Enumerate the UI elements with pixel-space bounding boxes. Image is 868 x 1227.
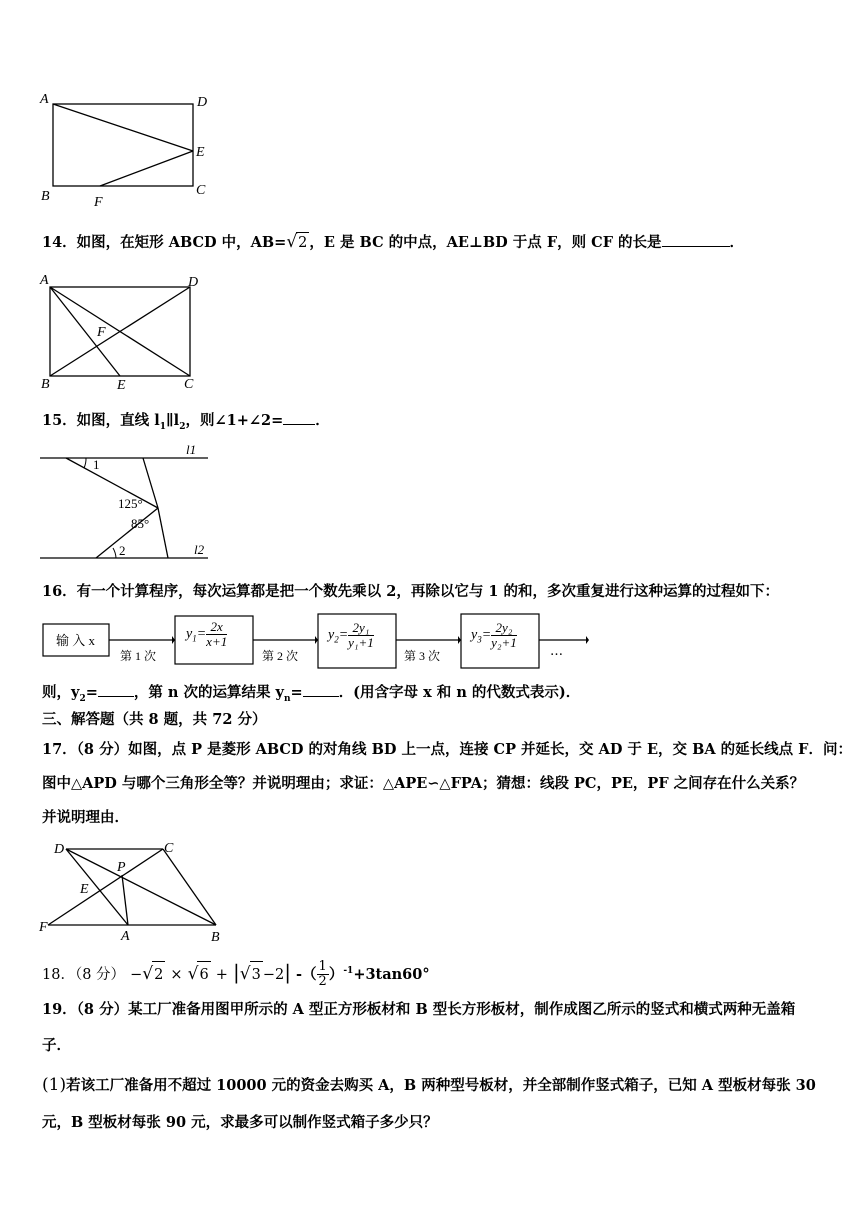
abs-bar-right: | bbox=[284, 959, 291, 984]
q19-part1-line2: 元，B 型板材每张 90 元，求最多可以制作竖式箱子多少只？ bbox=[42, 1114, 438, 1131]
box3-den: y₂+1 bbox=[491, 635, 517, 650]
question-19-part-1-line-1 bbox=[42, 1075, 816, 1096]
q16b-part4: = bbox=[290, 684, 303, 701]
question-17-line-2 bbox=[42, 774, 804, 794]
flow-step-2: 第 2 次 bbox=[262, 649, 299, 663]
q17-line1: 17．（8 分）如图，点 P 是菱形 ABCD 的对角线 BD 上一点，连接 CP 并延长，交 AD 于 E，交 BA 的延长线点 F．问： bbox=[42, 741, 852, 758]
q16b-sub2: 2 bbox=[79, 693, 86, 704]
label-D: D bbox=[197, 95, 208, 110]
question-15 bbox=[42, 410, 330, 437]
flow-box-1: $y_1=$ $\frac{2x}{x+1}$ bbox=[186, 619, 228, 649]
question-17-line-3 bbox=[42, 808, 129, 828]
box2-den: y₁+1 bbox=[348, 635, 374, 650]
label-B: B bbox=[41, 377, 50, 392]
q18-paren-close: ） bbox=[328, 965, 344, 983]
label-C: C bbox=[164, 841, 174, 856]
label-C: C bbox=[196, 183, 206, 198]
figure-15-parallel-lines bbox=[36, 440, 216, 565]
q15-sub1: 1 bbox=[159, 421, 166, 432]
sqrt-symbol: √ bbox=[187, 963, 199, 984]
q15-mid: ∥l bbox=[166, 412, 180, 429]
q19-line2: 子． bbox=[42, 1037, 71, 1054]
question-16-answer-line bbox=[42, 682, 580, 709]
q18-radicand-2: 6 bbox=[197, 961, 210, 988]
answer-blank-yn[interactable] bbox=[303, 682, 339, 697]
box2-lhs: y bbox=[328, 627, 335, 643]
q17-line3: 并说明理由． bbox=[42, 809, 129, 826]
q19-part1-line1: 若该工厂准备用不超过 10000 元的资金去购买 A，B 两种型号板材，并全部制作竖式箱子，已知 A 型板材每张 30 bbox=[66, 1077, 816, 1094]
question-14 bbox=[42, 232, 744, 253]
q18-rest: +3tan60° bbox=[353, 965, 430, 983]
q18-paren-open: -（ bbox=[296, 965, 317, 983]
flow-diagram bbox=[42, 610, 594, 672]
q18-minus-2: −2 bbox=[262, 966, 285, 983]
label-F: F bbox=[97, 325, 106, 340]
q15-end: ． bbox=[315, 412, 330, 429]
label-B: B bbox=[41, 189, 50, 204]
question-19-part-1-line-2 bbox=[42, 1113, 438, 1133]
q18-plus: + bbox=[215, 966, 228, 983]
q15-text-before: 15．如图，直线 l bbox=[42, 412, 160, 429]
figure-17-rhombus bbox=[36, 835, 226, 945]
flow-step-3: 第 3 次 bbox=[404, 649, 441, 663]
q14-text-after: ，E 是 BC 的中点，AE⊥BD 于点 F，则 CF 的长是 bbox=[309, 234, 662, 251]
flow-ellipsis: … bbox=[550, 644, 563, 659]
question-19-line-2 bbox=[42, 1036, 71, 1056]
angle-1-label: 1 bbox=[93, 457, 100, 472]
q14-end: ． bbox=[729, 234, 745, 251]
label-A: A bbox=[121, 929, 130, 944]
label-l2: l2 bbox=[194, 542, 205, 557]
label-E: E bbox=[196, 145, 205, 160]
flow-box-2: $y_2=$ $\frac{\text{2y₁}}{\text{y₁+1}}$ bbox=[328, 620, 374, 650]
q16-text: 16．有一个计算程序，每次运算都是把一个数先乘以 2，再除以它与 1 的和，多次重复进行这种运算的过程如下： bbox=[42, 583, 779, 600]
label-D: D bbox=[188, 275, 199, 290]
label-B: B bbox=[211, 930, 220, 945]
q19-line1: 19．（8 分）某工厂准备用图甲所示的 A 型正方形板材和 B 型长方形板材，制作成图乙所示的竖式和横式两种无盖箱 bbox=[42, 1001, 796, 1018]
box1-sub: 1 bbox=[192, 633, 197, 644]
q18-radicand-3: 3 bbox=[250, 961, 263, 988]
q16b-part5: ．(用含字母 x 和 n 的代数式表示)． bbox=[338, 684, 581, 701]
q16b-part1: 则，y bbox=[42, 684, 80, 701]
section-3-heading bbox=[42, 710, 266, 730]
question-16 bbox=[42, 582, 779, 602]
box2-num: 2y₁ bbox=[348, 621, 374, 636]
q16b-part2: = bbox=[85, 684, 98, 701]
label-E: E bbox=[80, 882, 89, 897]
q18-frac-num: 1 bbox=[318, 959, 327, 975]
sqrt-symbol: √ bbox=[286, 232, 298, 252]
answer-blank[interactable] bbox=[662, 232, 730, 247]
flow-box-3: $y_3=$ $\frac{\text{2y₂}}{\text{y₂+1}}$ bbox=[471, 620, 517, 650]
label-F: F bbox=[39, 920, 48, 935]
sqrt-symbol: √ bbox=[239, 963, 251, 984]
abs-bar-left: | bbox=[232, 959, 240, 984]
answer-blank-y2[interactable] bbox=[98, 682, 134, 697]
flow-input-box: 输 入 x bbox=[56, 633, 96, 648]
q18-times: × bbox=[170, 966, 183, 983]
box3-sub: 3 bbox=[477, 634, 482, 645]
angle-2-label: 2 bbox=[119, 543, 126, 558]
sqrt-symbol: √ bbox=[142, 963, 154, 984]
angle-85-label: 85° bbox=[131, 516, 150, 531]
q15-sub2: 2 bbox=[179, 421, 186, 432]
label-A: A bbox=[40, 273, 49, 288]
q14-radicand: 2 bbox=[296, 232, 309, 253]
q18-exponent: -1 bbox=[343, 966, 354, 976]
label-D: D bbox=[54, 842, 65, 857]
q16b-part3: ，第 n 次的运算结果 y bbox=[133, 684, 284, 701]
label-P: P bbox=[117, 860, 126, 875]
q19-part1-mark: (1) bbox=[42, 1075, 67, 1095]
figure-13-rectangle bbox=[36, 88, 216, 213]
q18-radicand-1: 2 bbox=[152, 961, 165, 988]
q18-frac-den: 2 bbox=[318, 974, 327, 990]
flow-step-1: 第 1 次 bbox=[120, 649, 157, 663]
box1-num: 2x bbox=[206, 620, 227, 635]
answer-blank[interactable] bbox=[283, 410, 315, 425]
q15-text-after: ，则∠1+∠2= bbox=[185, 412, 284, 429]
box1-den: x+1 bbox=[206, 634, 228, 649]
q18-label: 18．（8 分） bbox=[42, 966, 126, 983]
angle-125-label: 125° bbox=[118, 496, 143, 511]
q16b-subn: n bbox=[283, 693, 291, 704]
label-l1: l1 bbox=[186, 442, 197, 457]
box1-lhs: y bbox=[186, 626, 193, 642]
q17-line2: 图中△APD 与哪个三角形全等？并说明理由；求证：△APE∽△FPA；猜想：线段 PC，PE，PF 之间存在什么关系？ bbox=[42, 775, 805, 792]
section3-text: 三、解答题（共 8 题，共 72 分） bbox=[42, 711, 267, 728]
q18-minus: − bbox=[130, 966, 143, 983]
label-E: E bbox=[117, 378, 126, 393]
q14-text-before: 14．如图，在矩形 ABCD 中，AB= bbox=[42, 234, 287, 251]
label-F: F bbox=[94, 195, 103, 210]
box2-sub: 2 bbox=[334, 634, 339, 645]
label-C: C bbox=[184, 377, 194, 392]
question-17-line-1 bbox=[42, 740, 852, 760]
question-19-line-1 bbox=[42, 1000, 795, 1020]
box3-num: 2y₂ bbox=[491, 621, 517, 636]
box3-lhs: y bbox=[471, 627, 478, 643]
figure-14-rectangle bbox=[36, 270, 216, 395]
label-A: A bbox=[40, 92, 49, 107]
question-18 bbox=[42, 958, 430, 989]
